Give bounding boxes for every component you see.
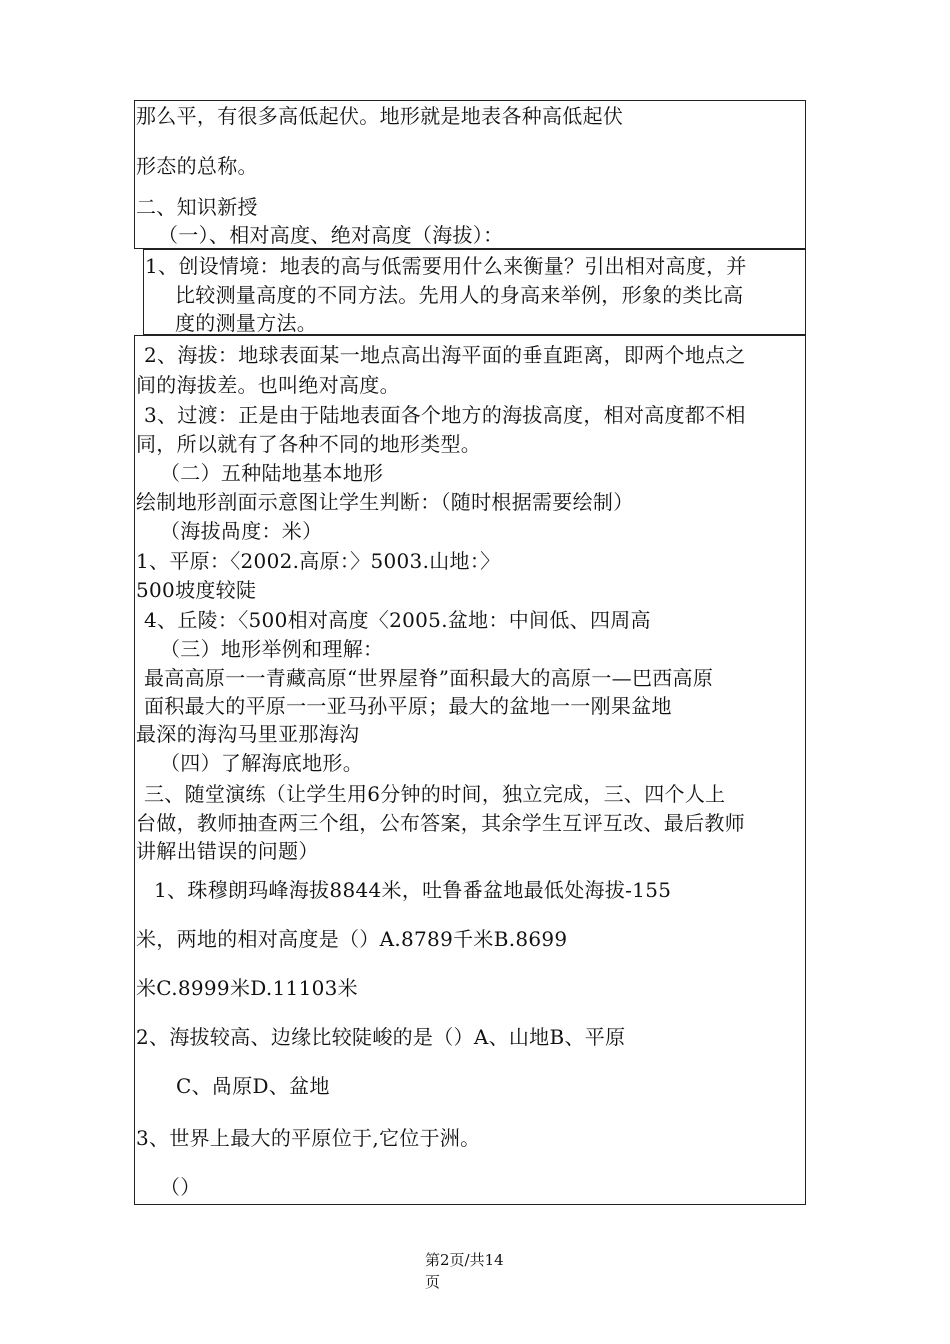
text-line: （海拔咼度：米） bbox=[160, 519, 323, 543]
page-number-cont: 页 bbox=[425, 1273, 441, 1291]
subsection-heading: （二）五种陆地基本地形 bbox=[160, 461, 384, 485]
text-line: 最高高原一一青藏高原“世界屋脊”面积最大的高原一—巴西高原 bbox=[144, 666, 714, 690]
section-heading: 三、随堂演练（让学生用6分钟的时间，独立完成，三、四个人上 bbox=[144, 782, 726, 806]
text-line: 4、丘陵：〈500相对高度〈2005.盆地：中间低、四周高 bbox=[144, 608, 651, 632]
text-line: 2、海拔：地球表面某一地点高出海平面的垂直距离，即两个地点之 bbox=[144, 343, 746, 367]
question-line: 米C.8999米D.11103米 bbox=[136, 976, 358, 1000]
text-line: 500坡度较陡 bbox=[136, 578, 257, 602]
text-line: 绘制地形剖面示意图让学生判断：（随时根据需要绘制） bbox=[136, 490, 634, 514]
page-number: 第2页/共14 bbox=[425, 1251, 504, 1269]
text-line: 3、过渡：正是由于陆地表面各个地方的海拔高度，相对高度都不相 bbox=[144, 403, 746, 427]
question-line: 2、海拔较高、边缘比较陡峻的是（）A、山地B、平原 bbox=[136, 1025, 626, 1049]
question-line: C、咼原D、盆地 bbox=[176, 1074, 330, 1098]
subsection-heading: （四）了解海底地形。 bbox=[160, 751, 363, 775]
section-heading: 二、知识新授 bbox=[136, 195, 258, 219]
text-line: 台做，教师抽查两三个组，公布答案，其余学生互评互改、最后教师 bbox=[136, 811, 745, 835]
text-line: 1、平原：〈2002.高原：〉5003.山地：〉 bbox=[136, 549, 501, 573]
text-line: 比较测量高度的不同方法。先用人的身高来举例，形象的类比高 bbox=[175, 283, 744, 307]
question-line: 1、珠穆朗玛峰海拔8844米，吐鲁番盆地最低处海拔-155 bbox=[154, 878, 672, 902]
text-line: 形态的总称。 bbox=[136, 154, 258, 178]
subsection-heading: （一）、相对高度、绝对高度（海拔）： bbox=[158, 223, 504, 247]
text-line: 间的海拔差。也叫绝对高度。 bbox=[136, 373, 400, 397]
text-line: 同，所以就有了各种不同的地形类型。 bbox=[136, 432, 482, 456]
question-line: 米，两地的相对高度是（）A.8789千米B.8699 bbox=[136, 927, 568, 951]
text-line: 最深的海沟马里亚那海沟 bbox=[136, 722, 360, 746]
subsection-heading: （三）地形举例和理解： bbox=[160, 637, 384, 661]
text-line: 面积最大的平原一一亚马孙平原；最大的盆地一一刚果盆地 bbox=[144, 694, 672, 718]
text-line: 度的测量方法。 bbox=[175, 311, 318, 335]
question-line: 3、世界上最大的平原位于,它位于洲。 bbox=[136, 1126, 481, 1150]
text-line: 1、创设情境：地表的高与低需要用什么来衡量？引出相对高度，并 bbox=[145, 254, 747, 278]
text-line: 讲解出错误的问题） bbox=[136, 839, 319, 863]
text-line: 那么平，有很多高低起伏。地形就是地表各种高低起伏 bbox=[136, 104, 624, 128]
question-line: （） bbox=[160, 1175, 201, 1199]
